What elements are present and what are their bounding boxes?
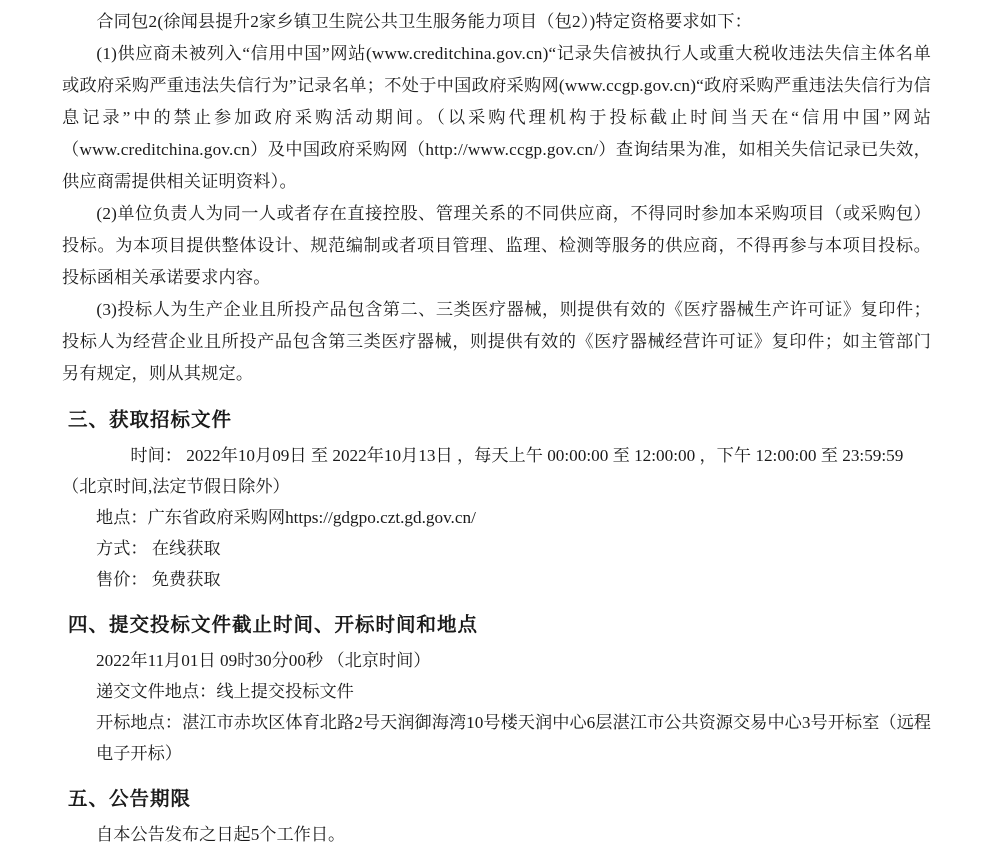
acquire-price: 售价： 免费获取 <box>96 570 221 589</box>
submit-place: 递交文件地点：线上提交投标文件 <box>96 682 354 701</box>
qualification-item-2: (2)单位负责人为同一人或者存在直接控股、管理关系的不同供应商，不得同时参加本采购项目（或采购包）投标。为本项目提供整体设计、规范编制或者项目管理、监理、检测等服务的供应商，不得再参与本项目投标。投标函相关承诺要求内容。 <box>62 204 931 287</box>
qualification-item-1: (1)供应商未被列入“信用中国”网站(www.creditchina.gov.cn)“记录失信被执行人或重大税收违法失信主体名单或政府采购严重违法失信行为”记录名单；不处于中国政府采购网(www.ccgp.gov.cn)“政府采购严重违法失信行为信息记录”中的禁止参加政府采购活动期间。（以采购代理机构于投标截止时间当天在“信用中国”网站（www.creditchina.gov.cn）及中国政府采购网（http://www.ccgp.gov.cn/）查询结果为准，如相关失信记录已失效，供应商需提供相关证明资料）。 <box>62 44 931 191</box>
acquire-time-note: （北京时间,法定节假日除外） <box>62 477 290 496</box>
qualification-lead: 合同包2(徐闻县提升2家乡镇卫生院公共卫生服务能力项目（包2）)特定资格要求如下： <box>96 12 752 31</box>
bid-open-place: 开标地点：湛江市赤坎区体育北路2号天润御海湾10号楼天润中心6层湛江市公共资源交易中心3号开标室（远程电子开标） <box>96 713 931 763</box>
acquire-place: 地点：广东省政府采购网https://gdgpo.czt.gd.gov.cn/ <box>96 508 476 527</box>
qualification-item-3: (3)投标人为生产企业且所投产品包含第二、三类医疗器械，则提供有效的《医疗器械生产许可证》复印件；投标人为经营企业且所投产品包含第三类医疗器械，则提供有效的《医疗器械经营许可证》复印件；如主管部门另有规定，则从其规定。 <box>62 300 931 383</box>
section-heading-five: 五、公告期限 <box>68 789 192 810</box>
bid-deadline: 2022年11月01日 09时30分00秒 （北京时间） <box>96 651 431 670</box>
acquire-method: 方式： 在线获取 <box>96 539 221 558</box>
acquire-time: 时间： 2022年10月09日 至 2022年10月13日 ，每天上午 00:00:00 至 12:00:00 ，下午 12:00:00 至 23:59:59 <box>130 446 904 465</box>
section-heading-three: 三、获取招标文件 <box>68 410 233 431</box>
section-heading-four: 四、提交投标文件截止时间、开标时间和地点 <box>68 615 479 636</box>
announcement-period: 自本公告发布之日起5个工作日。 <box>96 825 346 844</box>
